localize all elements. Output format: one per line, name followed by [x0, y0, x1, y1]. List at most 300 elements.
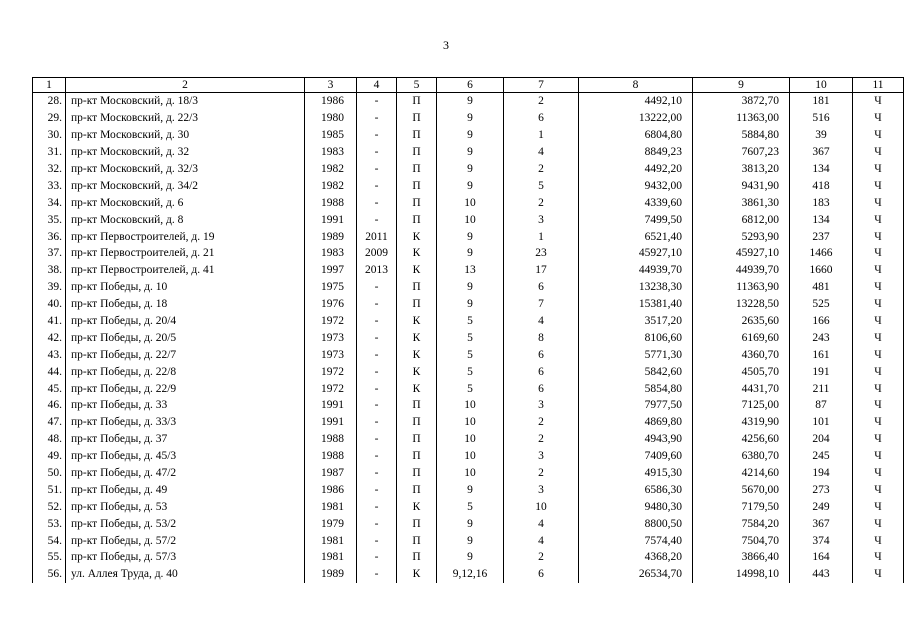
total-area-cell: 7499,50 — [579, 211, 693, 228]
row-number-cell: 29. — [33, 110, 66, 127]
floors-cell: 9 — [437, 177, 504, 194]
reconstruction-year-cell: - — [357, 363, 397, 380]
residents-cell: 374 — [790, 532, 853, 549]
reconstruction-year-cell: - — [357, 296, 397, 313]
table-body — [33, 93, 904, 583]
total-area-cell: 4869,80 — [579, 414, 693, 431]
page-number: 3 — [443, 38, 449, 52]
table-row — [33, 313, 904, 330]
reconstruction-year-cell: - — [357, 465, 397, 482]
row-number-cell: 51. — [33, 481, 66, 498]
table-row — [33, 414, 904, 431]
residents-cell: 181 — [790, 93, 853, 110]
entrances-cell: 5 — [504, 177, 579, 194]
wall-material-cell: К — [397, 363, 437, 380]
column-header: 5 — [397, 78, 437, 93]
row-number-cell: 45. — [33, 380, 66, 397]
table-row — [33, 515, 904, 532]
status-cell: Ч — [853, 262, 904, 279]
wall-material-cell: П — [397, 211, 437, 228]
build-year-cell: 1982 — [305, 161, 357, 178]
floors-cell: 9 — [437, 144, 504, 161]
residents-cell: 525 — [790, 296, 853, 313]
address-cell: пр-кт Победы, д. 22/8 — [66, 363, 305, 380]
status-cell: Ч — [853, 313, 904, 330]
row-number-cell: 39. — [33, 279, 66, 296]
total-area-cell: 4492,20 — [579, 161, 693, 178]
status-cell: Ч — [853, 161, 904, 178]
residents-cell: 418 — [790, 177, 853, 194]
residents-cell: 237 — [790, 228, 853, 245]
address-cell: пр-кт Победы, д. 45/3 — [66, 448, 305, 465]
wall-material-cell: П — [397, 549, 437, 566]
build-year-cell: 1981 — [305, 549, 357, 566]
address-cell: пр-кт Московский, д. 32 — [66, 144, 305, 161]
reconstruction-year-cell: - — [357, 161, 397, 178]
living-area-cell: 5670,00 — [693, 481, 790, 498]
status-cell: Ч — [853, 228, 904, 245]
wall-material-cell: П — [397, 431, 437, 448]
build-year-cell: 1988 — [305, 448, 357, 465]
address-cell: пр-кт Победы, д. 33/3 — [66, 414, 305, 431]
address-cell: пр-кт Победы, д. 33 — [66, 397, 305, 414]
total-area-cell: 4915,30 — [579, 465, 693, 482]
table-row — [33, 127, 904, 144]
floors-cell: 9,12,16 — [437, 566, 504, 583]
row-number-cell: 55. — [33, 549, 66, 566]
total-area-cell: 4492,10 — [579, 93, 693, 110]
residents-cell: 164 — [790, 549, 853, 566]
entrances-cell: 4 — [504, 313, 579, 330]
total-area-cell: 7409,60 — [579, 448, 693, 465]
status-cell: Ч — [853, 566, 904, 583]
total-area-cell: 5771,30 — [579, 346, 693, 363]
table-row — [33, 481, 904, 498]
build-year-cell: 1972 — [305, 363, 357, 380]
total-area-cell: 45927,10 — [579, 245, 693, 262]
floors-cell: 5 — [437, 498, 504, 515]
build-year-cell: 1972 — [305, 380, 357, 397]
total-area-cell: 26534,70 — [579, 566, 693, 583]
build-year-cell: 1988 — [305, 194, 357, 211]
total-area-cell: 8800,50 — [579, 515, 693, 532]
living-area-cell: 13228,50 — [693, 296, 790, 313]
entrances-cell: 2 — [504, 465, 579, 482]
housing-registry-table — [32, 77, 904, 583]
reconstruction-year-cell: - — [357, 566, 397, 583]
address-cell: пр-кт Московский, д. 30 — [66, 127, 305, 144]
table-row — [33, 279, 904, 296]
living-area-cell: 3866,40 — [693, 549, 790, 566]
status-cell: Ч — [853, 465, 904, 482]
column-header: 11 — [853, 78, 904, 93]
total-area-cell: 3517,20 — [579, 313, 693, 330]
total-area-cell: 6804,80 — [579, 127, 693, 144]
living-area-cell: 44939,70 — [693, 262, 790, 279]
address-cell: пр-кт Победы, д. 22/7 — [66, 346, 305, 363]
row-number-cell: 43. — [33, 346, 66, 363]
residents-cell: 194 — [790, 465, 853, 482]
entrances-cell: 4 — [504, 532, 579, 549]
wall-material-cell: П — [397, 194, 437, 211]
build-year-cell: 1983 — [305, 245, 357, 262]
reconstruction-year-cell: 2009 — [357, 245, 397, 262]
entrances-cell: 6 — [504, 279, 579, 296]
column-header: 2 — [66, 78, 305, 93]
row-number-cell: 31. — [33, 144, 66, 161]
status-cell: Ч — [853, 481, 904, 498]
living-area-cell: 7504,70 — [693, 532, 790, 549]
total-area-cell: 4943,90 — [579, 431, 693, 448]
address-cell: пр-кт Победы, д. 10 — [66, 279, 305, 296]
residents-cell: 134 — [790, 161, 853, 178]
wall-material-cell: П — [397, 93, 437, 110]
wall-material-cell: К — [397, 262, 437, 279]
column-header: 7 — [504, 78, 579, 93]
floors-cell: 9 — [437, 161, 504, 178]
row-number-cell: 48. — [33, 431, 66, 448]
address-cell: пр-кт Московский, д. 34/2 — [66, 177, 305, 194]
residents-cell: 243 — [790, 329, 853, 346]
entrances-cell: 17 — [504, 262, 579, 279]
total-area-cell: 4368,20 — [579, 549, 693, 566]
column-header: 4 — [357, 78, 397, 93]
column-header: 9 — [693, 78, 790, 93]
build-year-cell: 1991 — [305, 397, 357, 414]
status-cell: Ч — [853, 549, 904, 566]
row-number-cell: 53. — [33, 515, 66, 532]
residents-cell: 134 — [790, 211, 853, 228]
residents-cell: 367 — [790, 515, 853, 532]
entrances-cell: 10 — [504, 498, 579, 515]
row-number-cell: 47. — [33, 414, 66, 431]
wall-material-cell: П — [397, 110, 437, 127]
build-year-cell: 1981 — [305, 498, 357, 515]
entrances-cell: 6 — [504, 346, 579, 363]
total-area-cell: 8849,23 — [579, 144, 693, 161]
status-cell: Ч — [853, 515, 904, 532]
total-area-cell: 8106,60 — [579, 329, 693, 346]
entrances-cell: 4 — [504, 144, 579, 161]
status-cell: Ч — [853, 296, 904, 313]
total-area-cell: 15381,40 — [579, 296, 693, 313]
living-area-cell: 4319,90 — [693, 414, 790, 431]
floors-cell: 13 — [437, 262, 504, 279]
address-cell: пр-кт Победы, д. 57/2 — [66, 532, 305, 549]
living-area-cell: 3872,70 — [693, 93, 790, 110]
total-area-cell: 9432,00 — [579, 177, 693, 194]
living-area-cell: 3861,30 — [693, 194, 790, 211]
table-row — [33, 177, 904, 194]
row-number-cell: 28. — [33, 93, 66, 110]
wall-material-cell: К — [397, 498, 437, 515]
address-cell: пр-кт Первостроителей, д. 21 — [66, 245, 305, 262]
reconstruction-year-cell: - — [357, 329, 397, 346]
address-cell: пр-кт Московский, д. 18/3 — [66, 93, 305, 110]
living-area-cell: 7125,00 — [693, 397, 790, 414]
build-year-cell: 1988 — [305, 431, 357, 448]
reconstruction-year-cell: - — [357, 380, 397, 397]
residents-cell: 481 — [790, 279, 853, 296]
address-cell: пр-кт Победы, д. 49 — [66, 481, 305, 498]
table-row — [33, 448, 904, 465]
build-year-cell: 1973 — [305, 329, 357, 346]
floors-cell: 5 — [437, 313, 504, 330]
residents-cell: 367 — [790, 144, 853, 161]
wall-material-cell: П — [397, 481, 437, 498]
build-year-cell: 1989 — [305, 228, 357, 245]
living-area-cell: 11363,00 — [693, 110, 790, 127]
status-cell: Ч — [853, 329, 904, 346]
wall-material-cell: П — [397, 448, 437, 465]
wall-material-cell: П — [397, 279, 437, 296]
table-row — [33, 144, 904, 161]
table-row — [33, 363, 904, 380]
floors-cell: 9 — [437, 515, 504, 532]
row-number-cell: 34. — [33, 194, 66, 211]
row-number-cell: 42. — [33, 329, 66, 346]
build-year-cell: 1979 — [305, 515, 357, 532]
build-year-cell: 1991 — [305, 211, 357, 228]
total-area-cell: 6586,30 — [579, 481, 693, 498]
table-row — [33, 549, 904, 566]
table-row — [33, 346, 904, 363]
reconstruction-year-cell: - — [357, 279, 397, 296]
floors-cell: 5 — [437, 329, 504, 346]
reconstruction-year-cell: - — [357, 448, 397, 465]
floors-cell: 10 — [437, 448, 504, 465]
table-row — [33, 566, 904, 583]
row-number-cell: 30. — [33, 127, 66, 144]
entrances-cell: 23 — [504, 245, 579, 262]
residents-cell: 204 — [790, 431, 853, 448]
table-row — [33, 93, 904, 110]
row-number-cell: 44. — [33, 363, 66, 380]
status-cell: Ч — [853, 110, 904, 127]
wall-material-cell: П — [397, 414, 437, 431]
row-number-cell: 33. — [33, 177, 66, 194]
entrances-cell: 2 — [504, 549, 579, 566]
wall-material-cell: П — [397, 532, 437, 549]
living-area-cell: 7584,20 — [693, 515, 790, 532]
build-year-cell: 1973 — [305, 346, 357, 363]
reconstruction-year-cell: 2011 — [357, 228, 397, 245]
build-year-cell: 1982 — [305, 177, 357, 194]
total-area-cell: 13222,00 — [579, 110, 693, 127]
address-cell: пр-кт Победы, д. 57/3 — [66, 549, 305, 566]
entrances-cell: 8 — [504, 329, 579, 346]
entrances-cell: 2 — [504, 194, 579, 211]
entrances-cell: 1 — [504, 127, 579, 144]
entrances-cell: 6 — [504, 363, 579, 380]
total-area-cell: 5842,60 — [579, 363, 693, 380]
reconstruction-year-cell: - — [357, 414, 397, 431]
reconstruction-year-cell: - — [357, 481, 397, 498]
status-cell: Ч — [853, 177, 904, 194]
living-area-cell: 6169,60 — [693, 329, 790, 346]
row-number-cell: 35. — [33, 211, 66, 228]
living-area-cell: 5884,80 — [693, 127, 790, 144]
wall-material-cell: К — [397, 329, 437, 346]
status-cell: Ч — [853, 498, 904, 515]
build-year-cell: 1986 — [305, 93, 357, 110]
address-cell: пр-кт Московский, д. 32/3 — [66, 161, 305, 178]
reconstruction-year-cell: - — [357, 515, 397, 532]
build-year-cell: 1985 — [305, 127, 357, 144]
living-area-cell: 11363,90 — [693, 279, 790, 296]
row-number-cell: 40. — [33, 296, 66, 313]
residents-cell: 191 — [790, 363, 853, 380]
status-cell: Ч — [853, 279, 904, 296]
residents-cell: 443 — [790, 566, 853, 583]
status-cell: Ч — [853, 414, 904, 431]
living-area-cell: 4214,60 — [693, 465, 790, 482]
residents-cell: 1660 — [790, 262, 853, 279]
address-cell: пр-кт Победы, д. 53 — [66, 498, 305, 515]
reconstruction-year-cell: - — [357, 346, 397, 363]
wall-material-cell: К — [397, 228, 437, 245]
table-row — [33, 211, 904, 228]
floors-cell: 9 — [437, 127, 504, 144]
address-cell: пр-кт Победы, д. 37 — [66, 431, 305, 448]
residents-cell: 161 — [790, 346, 853, 363]
living-area-cell: 4256,60 — [693, 431, 790, 448]
living-area-cell: 7607,23 — [693, 144, 790, 161]
reconstruction-year-cell: - — [357, 549, 397, 566]
address-cell: пр-кт Первостроителей, д. 19 — [66, 228, 305, 245]
wall-material-cell: П — [397, 397, 437, 414]
floors-cell: 9 — [437, 481, 504, 498]
entrances-cell: 3 — [504, 481, 579, 498]
living-area-cell: 4360,70 — [693, 346, 790, 363]
entrances-cell: 3 — [504, 397, 579, 414]
build-year-cell: 1989 — [305, 566, 357, 583]
total-area-cell: 7574,40 — [579, 532, 693, 549]
residents-cell: 101 — [790, 414, 853, 431]
residents-cell: 273 — [790, 481, 853, 498]
reconstruction-year-cell: 2013 — [357, 262, 397, 279]
residents-cell: 211 — [790, 380, 853, 397]
floors-cell: 10 — [437, 211, 504, 228]
status-cell: Ч — [853, 380, 904, 397]
table-row — [33, 110, 904, 127]
build-year-cell: 1983 — [305, 144, 357, 161]
address-cell: пр-кт Московский, д. 6 — [66, 194, 305, 211]
status-cell: Ч — [853, 448, 904, 465]
address-cell: пр-кт Победы, д. 47/2 — [66, 465, 305, 482]
column-header: 6 — [437, 78, 504, 93]
table-row — [33, 262, 904, 279]
living-area-cell: 9431,90 — [693, 177, 790, 194]
residents-cell: 183 — [790, 194, 853, 211]
row-number-cell: 46. — [33, 397, 66, 414]
row-number-cell: 50. — [33, 465, 66, 482]
table-row — [33, 397, 904, 414]
wall-material-cell: П — [397, 465, 437, 482]
table-row — [33, 296, 904, 313]
table-header-row — [33, 78, 904, 93]
address-cell: ул. Аллея Труда, д. 40 — [66, 566, 305, 583]
row-number-cell: 32. — [33, 161, 66, 178]
table-row — [33, 532, 904, 549]
living-area-cell: 45927,10 — [693, 245, 790, 262]
table-row — [33, 228, 904, 245]
reconstruction-year-cell: - — [357, 211, 397, 228]
column-header: 8 — [579, 78, 693, 93]
total-area-cell: 6521,40 — [579, 228, 693, 245]
build-year-cell: 1991 — [305, 414, 357, 431]
row-number-cell: 36. — [33, 228, 66, 245]
living-area-cell: 5293,90 — [693, 228, 790, 245]
floors-cell: 10 — [437, 465, 504, 482]
address-cell: пр-кт Московский, д. 22/3 — [66, 110, 305, 127]
reconstruction-year-cell: - — [357, 144, 397, 161]
build-year-cell: 1987 — [305, 465, 357, 482]
living-area-cell: 3813,20 — [693, 161, 790, 178]
address-cell: пр-кт Победы, д. 53/2 — [66, 515, 305, 532]
wall-material-cell: К — [397, 380, 437, 397]
address-cell: пр-кт Победы, д. 20/5 — [66, 329, 305, 346]
wall-material-cell: П — [397, 161, 437, 178]
entrances-cell: 3 — [504, 211, 579, 228]
living-area-cell: 6812,00 — [693, 211, 790, 228]
address-cell: пр-кт Первостроителей, д. 41 — [66, 262, 305, 279]
reconstruction-year-cell: - — [357, 397, 397, 414]
build-year-cell: 1986 — [305, 481, 357, 498]
table-row — [33, 245, 904, 262]
total-area-cell: 5854,80 — [579, 380, 693, 397]
wall-material-cell: К — [397, 313, 437, 330]
table-row — [33, 380, 904, 397]
reconstruction-year-cell: - — [357, 110, 397, 127]
build-year-cell: 1976 — [305, 296, 357, 313]
address-cell: пр-кт Московский, д. 8 — [66, 211, 305, 228]
entrances-cell: 6 — [504, 110, 579, 127]
total-area-cell: 9480,30 — [579, 498, 693, 515]
entrances-cell: 7 — [504, 296, 579, 313]
address-cell: пр-кт Победы, д. 18 — [66, 296, 305, 313]
build-year-cell: 1975 — [305, 279, 357, 296]
residents-cell: 87 — [790, 397, 853, 414]
wall-material-cell: П — [397, 144, 437, 161]
entrances-cell: 6 — [504, 566, 579, 583]
table-row — [33, 329, 904, 346]
status-cell: Ч — [853, 363, 904, 380]
living-area-cell: 4431,70 — [693, 380, 790, 397]
entrances-cell: 2 — [504, 93, 579, 110]
table-row — [33, 431, 904, 448]
entrances-cell: 2 — [504, 414, 579, 431]
floors-cell: 5 — [437, 363, 504, 380]
floors-cell: 9 — [437, 296, 504, 313]
floors-cell: 5 — [437, 346, 504, 363]
entrances-cell: 6 — [504, 380, 579, 397]
row-number-cell: 54. — [33, 532, 66, 549]
floors-cell: 10 — [437, 431, 504, 448]
build-year-cell: 1997 — [305, 262, 357, 279]
status-cell: Ч — [853, 93, 904, 110]
reconstruction-year-cell: - — [357, 194, 397, 211]
reconstruction-year-cell: - — [357, 313, 397, 330]
living-area-cell: 4505,70 — [693, 363, 790, 380]
entrances-cell: 1 — [504, 228, 579, 245]
build-year-cell: 1972 — [305, 313, 357, 330]
total-area-cell: 4339,60 — [579, 194, 693, 211]
status-cell: Ч — [853, 397, 904, 414]
wall-material-cell: П — [397, 296, 437, 313]
residents-cell: 249 — [790, 498, 853, 515]
address-cell: пр-кт Победы, д. 20/4 — [66, 313, 305, 330]
